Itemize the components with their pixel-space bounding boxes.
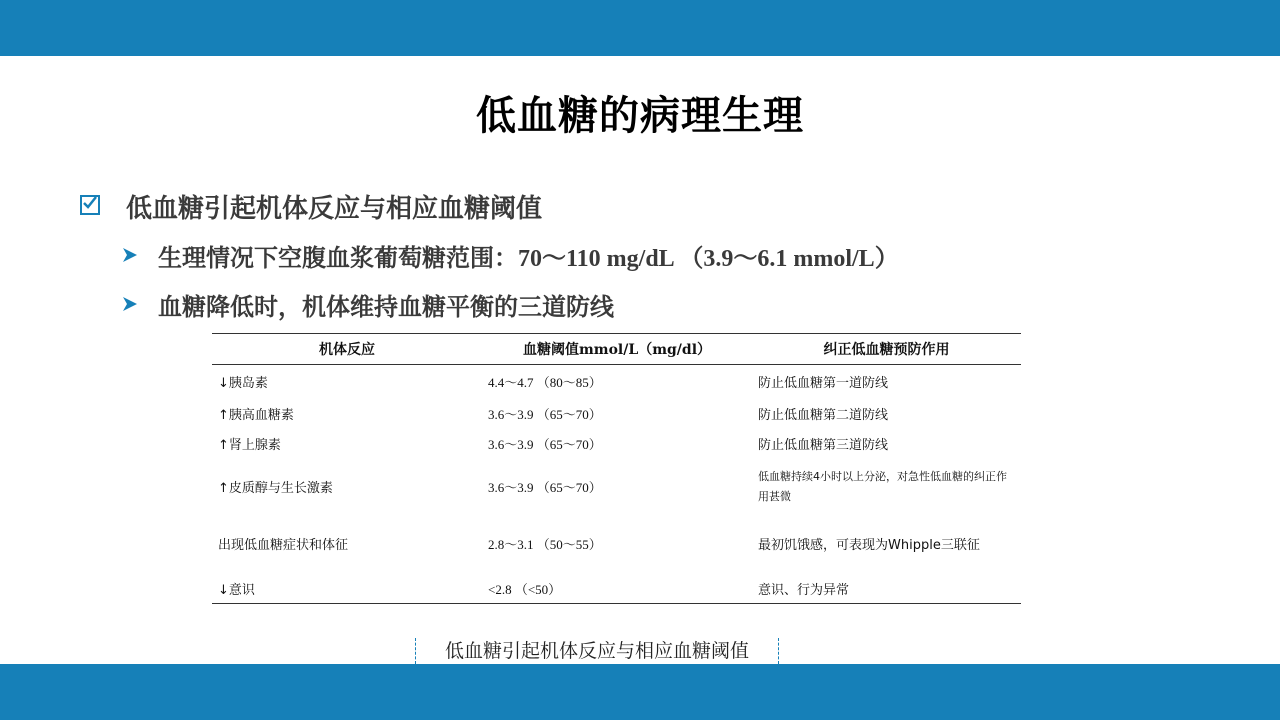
table-header-row — [212, 334, 1021, 365]
table-cell: ↓胰岛素 — [218, 376, 268, 392]
table-cell: 3.6～3.9 （65～70） — [488, 437, 602, 452]
table-header-response: 机体反应 — [212, 334, 482, 365]
bottom-banner — [0, 664, 1280, 720]
table-header-effect: 纠正低血糖预防作用 — [752, 334, 1021, 365]
table-cell: ↑胰高血糖素 — [218, 407, 294, 423]
arrow-right-icon — [122, 247, 138, 263]
table-cell: ↑肾上腺素 — [218, 438, 281, 453]
table-cell: 3.6～3.9 （65～70） — [488, 406, 602, 422]
threshold-table — [212, 333, 1021, 604]
table-cell: 低血糖持续4小时以上分泌，对急性低血糖的纠正作用甚微 — [758, 469, 1007, 503]
bullet-fasting-range-value: 70～110 mg/dL （3.9～6.1 mmol/L） — [518, 245, 899, 272]
table-cell: 防止低血糖第二道防线 — [758, 407, 889, 423]
table-row — [212, 428, 1021, 460]
table-cell: ↑皮质醇与生长激素 — [218, 481, 333, 496]
arrow-right-icon — [122, 296, 138, 312]
bullet-level1 — [80, 188, 542, 224]
table-row — [212, 574, 1021, 604]
table-cell: 防止低血糖第三道防线 — [758, 438, 889, 453]
table-row — [212, 514, 1021, 574]
table-cell: ↓意识 — [212, 574, 482, 604]
table-caption: 低血糖引起机体反应与相应血糖阈值 — [415, 638, 779, 664]
table-row — [212, 399, 1021, 428]
table-cell: 最初饥饿感，可表现为Whipple三联征 — [758, 538, 980, 553]
page-title: 低血糖的病理生理 — [476, 93, 804, 139]
table-cell: 出现低血糖症状和体征 — [218, 538, 349, 553]
top-banner — [0, 0, 1280, 56]
table-cell: <2.8 （<50） — [482, 574, 752, 604]
bullet-fasting-range — [122, 237, 899, 273]
bullet-fasting-range-prefix: 生理情况下空腹血浆葡萄糖范围： — [158, 243, 518, 272]
bullet-defense-lines — [122, 286, 614, 322]
table-cell: 3.6～3.9 （65～70） — [488, 480, 602, 495]
bullet-defense-lines-text: 血糖降低时，机体维持血糖平衡的三道防线 — [158, 292, 614, 321]
bullet-level1-text: 低血糖引起机体反应与相应血糖阈值 — [126, 193, 543, 224]
checkbox-checked-icon — [80, 195, 100, 215]
table-cell: 意识、行为异常 — [752, 574, 1021, 604]
table-row — [212, 460, 1021, 514]
table-cell: 防止低血糖第一道防线 — [758, 376, 889, 392]
table-cell: 4.4～4.7 （80～85） — [488, 375, 602, 391]
table-row — [212, 365, 1021, 399]
table-header-threshold: 血糖阈值mmol/L（mg/dl） — [482, 334, 752, 365]
table-cell: 2.8～3.1 （50～55） — [488, 537, 602, 552]
